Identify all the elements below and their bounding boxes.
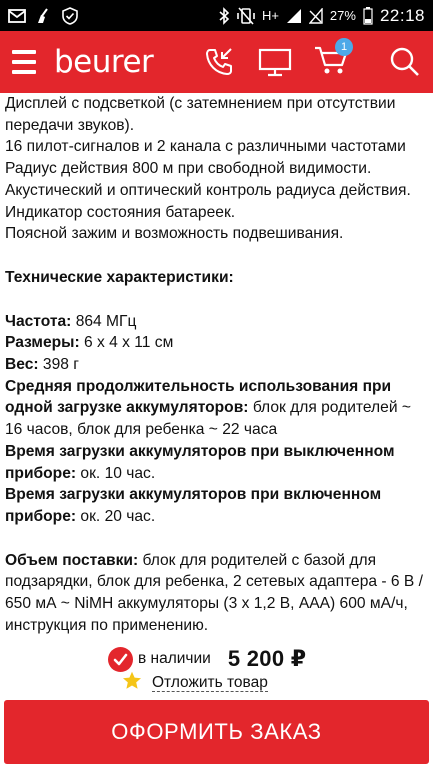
spec-row xyxy=(5,376,429,441)
spec-value: ок. 20 час. xyxy=(76,507,156,525)
availability-row xyxy=(108,646,306,672)
checkout-button[interactable]: ОФОРМИТЬ ЗАКАЗ xyxy=(4,700,429,764)
spec-row xyxy=(5,332,429,354)
defer-row[interactable] xyxy=(122,671,268,695)
package-contents xyxy=(5,550,429,637)
spec-label: Вес: xyxy=(5,356,39,374)
bluetooth-icon xyxy=(218,7,230,25)
spec-row xyxy=(5,311,429,333)
specs-heading: Технические характеристики: xyxy=(5,268,234,286)
battery-icon xyxy=(363,7,373,25)
clock: 22:18 xyxy=(379,5,425,25)
star-icon xyxy=(122,671,142,695)
spec-value: 864 МГц xyxy=(71,312,137,330)
status-bar xyxy=(0,0,433,31)
signal-icon xyxy=(286,8,302,24)
menu-icon[interactable] xyxy=(0,31,48,93)
description-line: Акустический и оптический контроль радиуса действия. xyxy=(5,181,411,199)
battery-percent: 27% xyxy=(329,8,356,23)
spec-label: Размеры: xyxy=(5,334,80,352)
brand-logo[interactable]: beurer xyxy=(54,44,154,80)
package-label: Объем поставки: xyxy=(5,551,139,569)
spec-value: 6 х 4 х 11 см xyxy=(79,334,174,352)
cart-button[interactable] xyxy=(303,31,359,93)
no-sim-icon xyxy=(309,8,323,24)
spec-row xyxy=(5,484,429,527)
spec-value: 398 г xyxy=(38,356,79,374)
defer-product-link[interactable]: Отложить товар xyxy=(152,674,268,691)
search-icon[interactable] xyxy=(377,31,433,93)
spec-row xyxy=(5,354,429,376)
mail-icon xyxy=(8,9,26,23)
broom-icon xyxy=(36,8,52,24)
package-value: блок для родителей с базой для подзарядки, блок для ребенка, 2 сетевых адаптера - 6 В / 650 мА ~ NiMH аккумуляторы (3 х 1,2 В, AAA) 600 мА/ч, инструкция по применению. xyxy=(5,551,423,634)
monitor-icon[interactable] xyxy=(247,31,303,93)
availability-status: в наличии xyxy=(138,650,211,667)
spec-label: Время загрузки аккумуляторов при выключенном приборе: xyxy=(5,442,395,482)
spec-row xyxy=(5,441,429,484)
network-type: H+ xyxy=(261,8,279,23)
product-price: 5 200 ₽ xyxy=(227,646,307,671)
description-line: Дисплей с подсветкой (с затемнением при отсутствии передачи звуков). xyxy=(5,95,396,134)
description-line: 16 пилот-сигналов и 2 канала с различными частотами xyxy=(5,138,406,156)
spec-value: ок. 10 час. xyxy=(76,464,156,482)
vibrate-off-icon xyxy=(237,7,255,25)
description-line: Индикатор состояния батареек. xyxy=(5,203,236,221)
app-header xyxy=(0,31,433,93)
description-line: Радиус действия 800 м при свободной видимости. xyxy=(5,160,372,178)
spec-label: Средняя продолжительность использования при одной загрузке аккумуляторов: xyxy=(5,377,392,417)
spec-label: Время загрузки аккумуляторов при включенном приборе: xyxy=(5,486,382,525)
shield-check-icon xyxy=(62,7,78,25)
cart-count-badge: 1 xyxy=(335,38,353,56)
check-circle-icon xyxy=(108,647,133,672)
spec-label: Частота: xyxy=(5,312,72,330)
phone-callback-icon[interactable] xyxy=(191,31,247,93)
description-line: Поясной зажим и возможность подвешивания. xyxy=(5,225,344,243)
product-description xyxy=(5,93,429,636)
spec-value: блок для родителей ~ 16 часов, блок для ребенка ~ 22 часа xyxy=(5,399,411,439)
